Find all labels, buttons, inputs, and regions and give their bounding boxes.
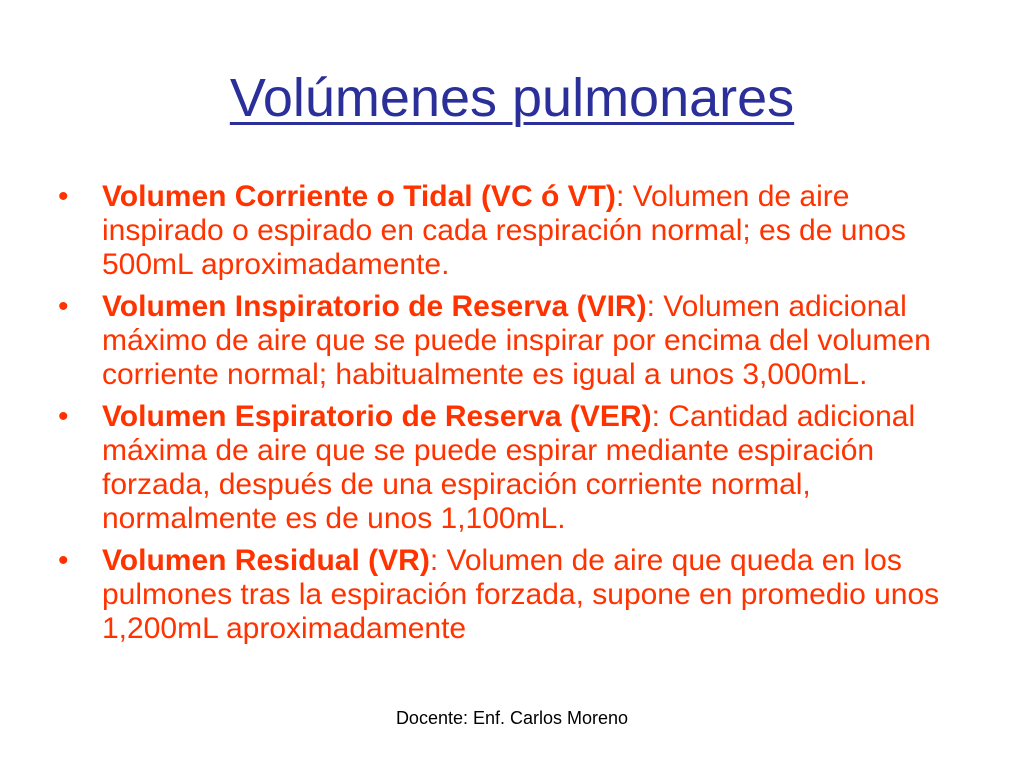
bullet-text: : Volumen de aire inspirado o espirado en cada respiración normal; es de unos 500mL aproximadamente.	[102, 180, 906, 281]
bullet-term: Volumen Espiratorio de Reserva (VER)	[102, 400, 652, 433]
slide-title: Volúmenes pulmonares	[229, 68, 795, 128]
footer-author: Docente: Enf. Carlos Moreno	[395, 708, 629, 728]
bullet-icon: •	[58, 544, 69, 577]
bullet-list	[58, 180, 978, 654]
bullet-term: Volumen Corriente o Tidal (VC ó VT)	[102, 180, 616, 213]
bullet-item-inspiratory-reserve	[58, 290, 978, 392]
bullet-text: : Cantidad adicional máxima de aire que se puede espirar mediante espiración forzada, después de una espiración corriente normal, normalmente es de unos 1,100mL.	[102, 400, 916, 535]
bullet-icon: •	[58, 180, 69, 213]
bullet-term: Volumen Inspiratorio de Reserva (VIR)	[102, 290, 647, 323]
bullet-icon: •	[58, 290, 69, 323]
bullet-term: Volumen Residual (VR)	[102, 544, 430, 577]
bullet-text: : Volumen adicional máximo de aire que se puede inspirar por encima del volumen corriente normal; habitualmente es igual a unos 3,000mL.	[102, 290, 931, 391]
bullet-item-expiratory-reserve	[58, 400, 978, 536]
bullet-item-tidal-volume	[58, 180, 978, 282]
bullet-item-residual-volume	[58, 544, 978, 646]
bullet-text: : Volumen de aire que queda en los pulmones tras la espiración forzada, supone en promedio unos 1,200mL aproximadamente	[102, 544, 940, 645]
bullet-icon: •	[58, 400, 69, 433]
